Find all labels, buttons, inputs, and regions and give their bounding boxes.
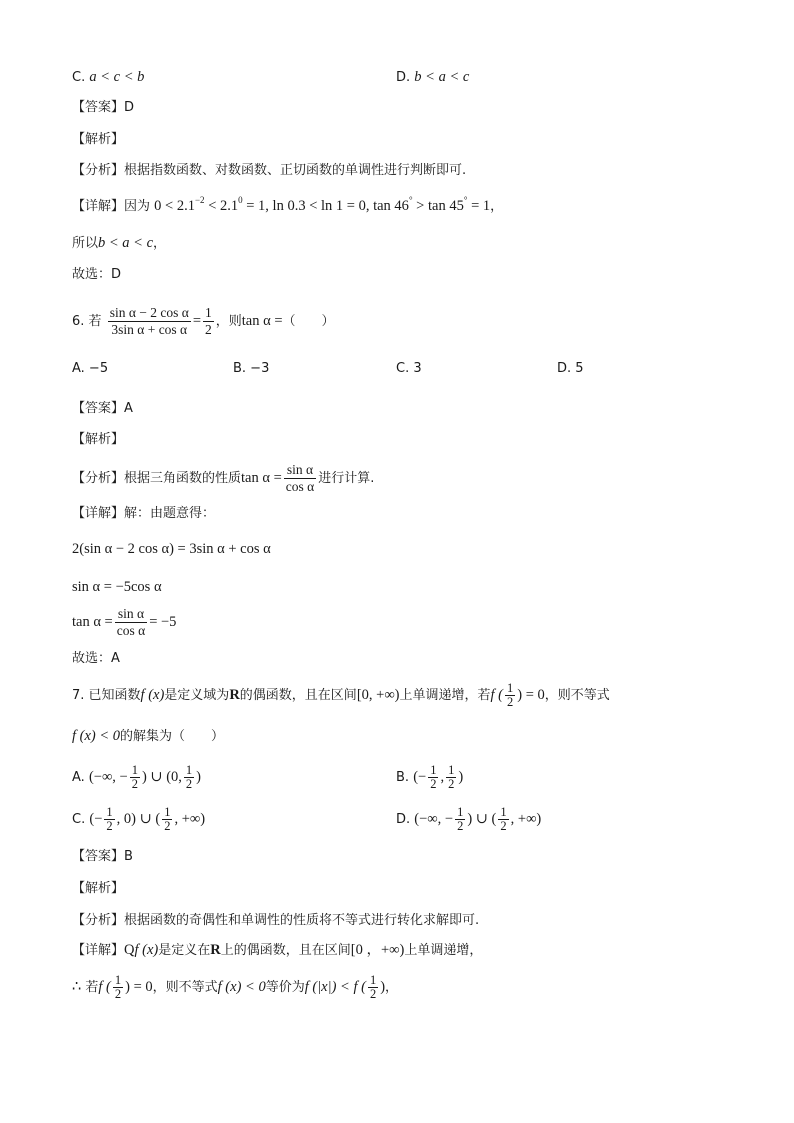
so-suffix: ， (153, 236, 167, 251)
stem-half (505, 682, 515, 709)
q5-option-c (72, 68, 144, 87)
frac-num: 1 (164, 805, 171, 819)
math-part: > tan 45 (412, 198, 464, 214)
option-math: (−∞, − (88, 769, 128, 785)
q6-option-d: D. 5 (557, 361, 584, 376)
option-fraction (498, 806, 508, 833)
therefore-text: ，则不等式 (152, 980, 218, 995)
stem-suffix: （ ） (282, 314, 335, 329)
so-prefix: 所以 (72, 236, 99, 251)
math-part: = 1 (467, 198, 491, 214)
fenxi-text: 根据三角函数的性质 (124, 471, 242, 486)
stem-text: 上单调递增，若 (399, 688, 491, 703)
stem-text: 7. 已知函数 (72, 688, 141, 703)
therefore-symbol: ∴ (72, 979, 82, 995)
frac-den: 2 (506, 695, 514, 709)
fenxi-text: 根据指数函数、对数函数、正切函数的单调性进行判断即可. (124, 163, 467, 178)
stem-math: f (x) < 0 (72, 728, 121, 744)
q6-line2: sin α = −5cos α (72, 579, 162, 595)
option-fraction (184, 764, 194, 791)
therefore-fraction (368, 974, 378, 1001)
degree-sign: ° (408, 195, 413, 205)
q7-fenxi (72, 912, 479, 930)
therefore-fraction (113, 974, 123, 1001)
stem-text: 的解集为（ ） (120, 729, 225, 744)
q6-line3 (72, 602, 176, 643)
detail-text: 上的偶函数，且在区间 (220, 943, 351, 958)
q5-choose: 故选：D (72, 267, 122, 282)
option-fraction (162, 806, 172, 833)
fenxi-fraction (284, 462, 316, 495)
q5-answer: 【答案】D (72, 100, 135, 115)
option-math: a < c < b (89, 69, 145, 85)
option-fraction (446, 764, 456, 791)
frac-den: cos α (116, 623, 146, 638)
math-part: 0 < 2.1 (154, 198, 195, 214)
option-label: D. (396, 70, 411, 85)
frac-num: 1 (131, 763, 138, 777)
frac-num: 1 (114, 973, 122, 987)
math-part: < 2.1 (204, 198, 239, 214)
line3-suffix: = −5 (149, 614, 177, 630)
q7-option-c (72, 800, 205, 839)
detail-text: 是定义在 (158, 943, 211, 958)
exponent: 0 (238, 195, 243, 205)
option-math: ) (458, 769, 464, 785)
q5-option-d (396, 68, 469, 87)
option-math: ) ∪ ( (467, 811, 497, 827)
q7-stem-line2 (72, 727, 224, 746)
q7-option-b (396, 758, 463, 797)
q6-line1: 2(sin α − 2 cos α) = 3sin α + cos α (72, 541, 271, 557)
stem-fx: f (x) (140, 687, 165, 703)
option-math: , (440, 769, 445, 785)
q7-option-d (396, 800, 541, 839)
q6-choose: 故选：A (72, 651, 120, 666)
option-math: , +∞) (174, 811, 206, 827)
detail-tag: 【详解】 (72, 506, 125, 521)
frac-num: 1 (106, 805, 113, 819)
frac-den: 2 (205, 322, 212, 337)
frac-den: 2 (185, 777, 193, 791)
option-label: D. (396, 812, 411, 827)
q6-analysis-tag: 【解析】 (72, 432, 125, 447)
degree-sign: ° (463, 195, 468, 205)
option-label: B. (396, 770, 410, 785)
stem-f-close: ) = 0 (517, 687, 545, 703)
frac-den: 2 (448, 777, 455, 791)
stem-math: tan α = (241, 313, 283, 329)
frac-den: 2 (164, 819, 171, 833)
q6-half (203, 305, 214, 338)
detail-tag: 【详解】 (72, 199, 125, 214)
frac-num: sin α (117, 606, 145, 621)
frac-den: 2 (106, 819, 113, 833)
q6-fraction (108, 305, 191, 338)
therefore-math: ) = 0 (125, 979, 153, 995)
option-label: C. (72, 812, 86, 827)
frac-den: 2 (369, 987, 377, 1001)
fenxi-tag: 【分析】 (72, 471, 125, 486)
therefore-text: ， (385, 980, 399, 995)
frac-num: 1 (185, 763, 193, 777)
exponent: −2 (194, 195, 205, 205)
fenxi-tag: 【分析】 (72, 913, 125, 928)
q5-analysis-tag: 【解析】 (72, 132, 125, 147)
frac-num: 1 (500, 805, 507, 819)
frac-num: 1 (448, 763, 455, 777)
detail-text: 上单调递增， (404, 943, 483, 958)
therefore-math: f (|x|) < f ( (304, 979, 366, 995)
therefore-text: 等价为 (265, 980, 305, 995)
stem-prefix: 6. 若 (72, 314, 102, 329)
comma: ， (490, 199, 504, 214)
therefore-text: 若 (85, 980, 99, 995)
option-math: (− (89, 811, 103, 827)
detail-text: 解：由题意得： (124, 506, 216, 521)
option-label: A. (72, 770, 85, 785)
option-math: b < a < c (414, 69, 470, 85)
stem-text: 是定义域为 (164, 688, 230, 703)
because-symbol: Q (124, 942, 135, 958)
frac-den: 3sin α + cos α (108, 321, 191, 338)
option-fraction (104, 806, 114, 833)
option-math: ) (196, 769, 201, 785)
therefore-math: f ( (98, 979, 111, 995)
q6-answer: 【答案】A (72, 401, 133, 416)
option-fraction (455, 806, 465, 833)
frac-den: 2 (500, 819, 507, 833)
option-math: (−∞, − (414, 811, 454, 827)
fenxi-text: 进行计算. (318, 471, 375, 486)
fenxi-text: 根据函数的奇偶性和单调性的性质将不等式进行转化求解即可. (124, 913, 480, 928)
option-math: , +∞) (510, 811, 542, 827)
option-fraction (428, 764, 438, 791)
frac-den: 2 (114, 987, 122, 1001)
frac-num: 1 (205, 305, 212, 320)
q7-option-a (72, 758, 201, 797)
fenxi-math: tan α = (241, 470, 282, 486)
math-part: = 1, ln 0.3 < ln 1 = 0, tan 46 (242, 198, 409, 214)
stem-mid: ，则 (215, 314, 242, 329)
option-fraction (130, 764, 140, 791)
detail-R: R (210, 942, 221, 958)
frac-num: 1 (369, 973, 377, 987)
option-label: C. (72, 70, 86, 85)
q5-so (72, 234, 166, 253)
detail-interval: [0 ，+∞) (350, 942, 405, 958)
q7-stem (72, 675, 610, 716)
detail-fx: f (x) (134, 942, 159, 958)
line3-fraction (115, 606, 147, 639)
stem-text: 的偶函数，且在区间 (239, 688, 357, 703)
option-math: , 0) ∪ ( (116, 811, 161, 827)
q7-answer: 【答案】B (72, 849, 133, 864)
therefore-math: ) (380, 979, 386, 995)
equals: = (192, 313, 202, 329)
fenxi-tag: 【分析】 (72, 163, 125, 178)
q6-option-c: C. 3 (396, 361, 422, 376)
frac-num: 1 (457, 805, 464, 819)
therefore-math: f (x) < 0 (217, 979, 266, 995)
q6-detail (72, 505, 215, 523)
stem-f-open: f ( (490, 687, 503, 703)
q6-stem (72, 300, 335, 343)
frac-num: 1 (506, 681, 514, 695)
q7-therefore (72, 968, 398, 1007)
frac-den: cos α (285, 479, 315, 494)
detail-prefix: 因为 (124, 199, 151, 214)
q7-detail (72, 941, 482, 960)
q5-fenxi (72, 162, 466, 180)
frac-den: 2 (457, 819, 464, 833)
option-math: (− (413, 769, 427, 785)
frac-num: sin α (286, 462, 314, 477)
option-math: ) ∪ (0, (141, 769, 182, 785)
q6-option-a: A. −5 (72, 361, 109, 376)
line3-prefix: tan α = (72, 614, 113, 630)
q6-option-b: B. −3 (233, 361, 270, 376)
so-math: b < a < c (98, 235, 154, 251)
detail-math (154, 195, 491, 214)
stem-R: R (229, 687, 240, 703)
frac-den: 2 (430, 777, 437, 791)
q5-detail (72, 197, 503, 216)
stem-text: ，则不等式 (544, 688, 610, 703)
frac-num: sin α − 2 cos α (109, 305, 189, 320)
q6-fenxi (72, 458, 374, 499)
frac-num: 1 (430, 763, 437, 777)
frac-den: 2 (131, 777, 138, 791)
q7-analysis-tag: 【解析】 (72, 881, 125, 896)
detail-tag: 【详解】 (72, 943, 125, 958)
stem-interval: [0, +∞) (356, 687, 400, 703)
